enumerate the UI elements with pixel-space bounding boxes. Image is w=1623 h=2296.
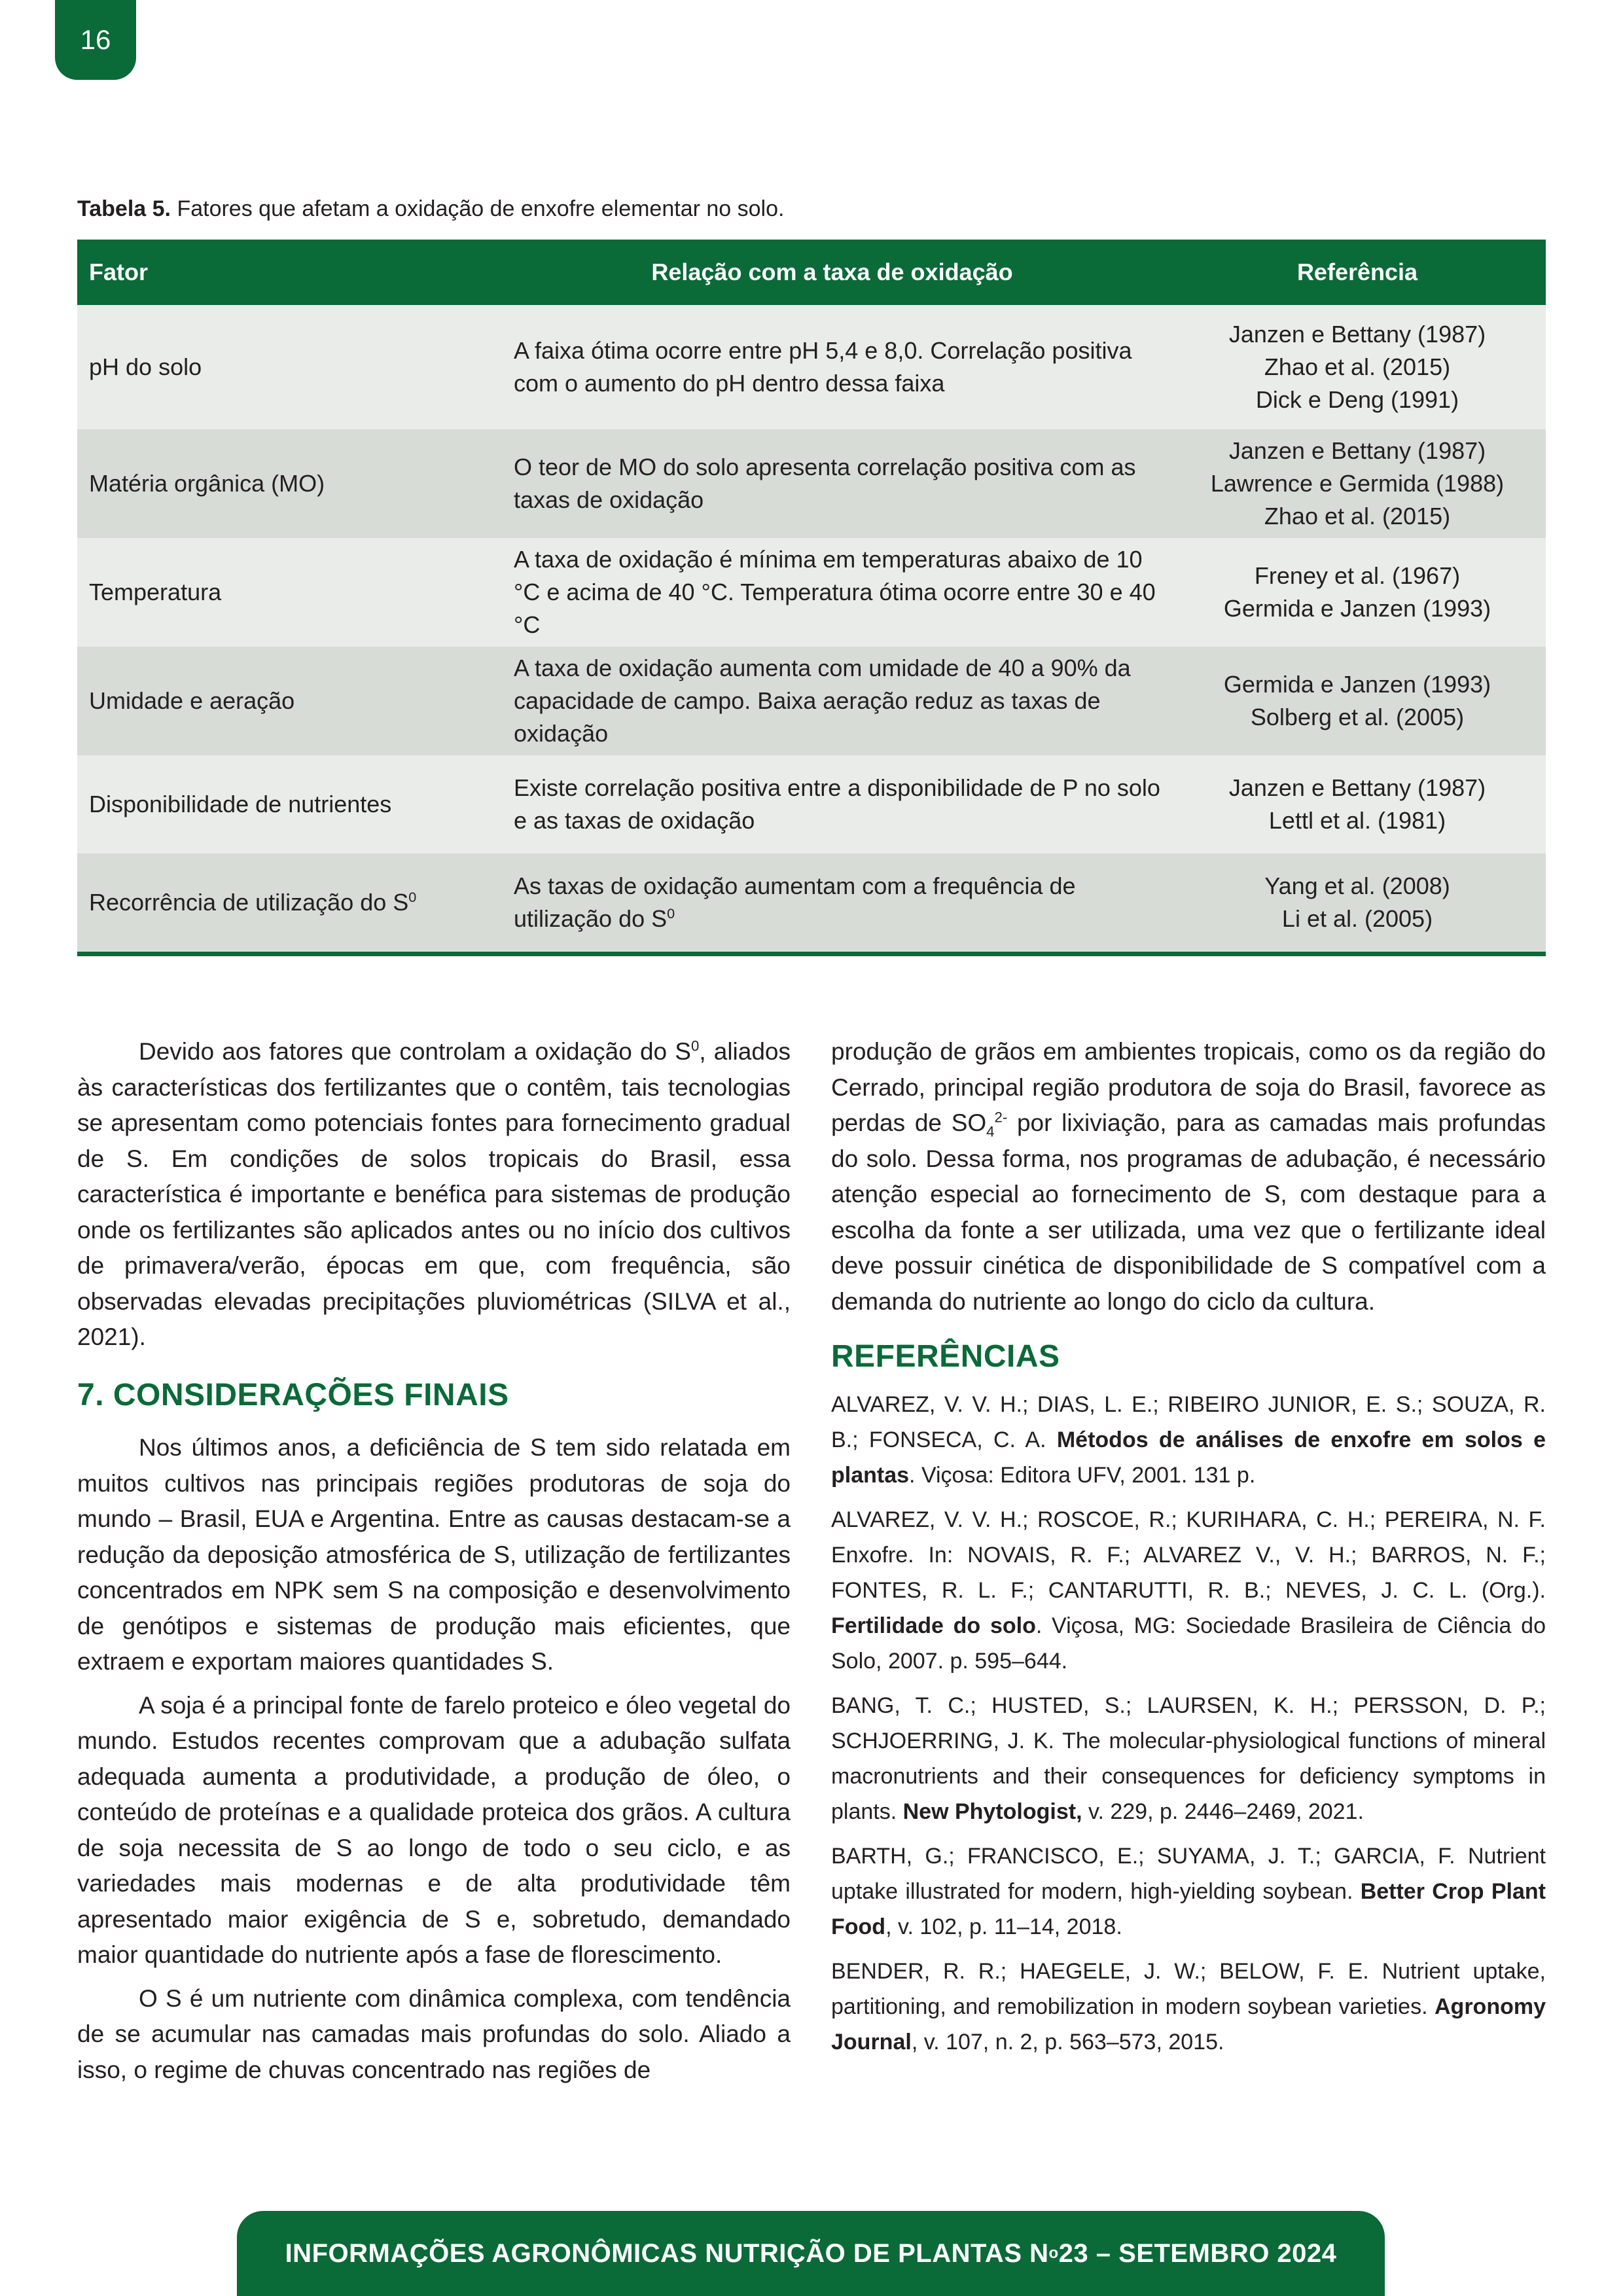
table-row bbox=[77, 755, 1546, 853]
reference-text: ALVAREZ, V. V. H.; ROSCOE, R.; KURIHARA, C. H.; PEREIRA, N. F. Enxofre. In: NOVAIS, R. F.; ALVAREZ V., V. H.; BARROS, N. F.; FONTES, R. L. F.; CANTARUTTI, R. B.; NEVES, J. C. L. (Org.). bbox=[831, 1507, 1546, 1603]
reference-line: Germida e Janzen (1993) bbox=[1223, 671, 1491, 698]
reference-text: , v. 102, p. 11–14, 2018. bbox=[885, 1914, 1122, 1939]
relacao-superscript: 0 bbox=[667, 905, 675, 922]
reference-text: BENDER, R. R.; HAEGELE, J. W.; BELOW, F. E. Nutrient uptake, partitioning, and remobilization in modern soybean varieties. bbox=[831, 1958, 1546, 2019]
left-column bbox=[77, 1034, 791, 2088]
row-referencia bbox=[1169, 755, 1546, 853]
footer-text: 23 – SETEMBRO 2024 bbox=[1058, 2238, 1337, 2268]
row-fator bbox=[77, 853, 495, 952]
superscript: 0 bbox=[690, 1037, 700, 1054]
superscript: 2- bbox=[994, 1109, 1008, 1126]
row-referencia bbox=[1169, 429, 1546, 538]
right-paragraph-1 bbox=[831, 1034, 1546, 1319]
reference-line: Lettl et al. (1981) bbox=[1268, 807, 1446, 834]
reference-line: Lawrence e Germida (1988) bbox=[1210, 470, 1505, 497]
paragraph-text: por lixiviação, para as camadas mais profundas do solo. Dessa forma, nos programas de adubação, é necessário atenção especial ao fornecimento de S, com destaque para a escolha da fonte a ser utilizada, uma vez que o fertilizante ideal deve possuir cinética de disponibilidade de S compatível com a demanda do nutriente ao longo do ciclo da cultura. bbox=[831, 1109, 1546, 1315]
row-referencia bbox=[1169, 538, 1546, 647]
reference-title: Métodos de análises de enxofre em solos e plantas bbox=[831, 1427, 1546, 1488]
table-row bbox=[77, 538, 1546, 647]
reference-line: Germida e Janzen (1993) bbox=[1223, 595, 1491, 622]
row-fator: pH do solo bbox=[77, 305, 495, 429]
left-paragraph-1 bbox=[77, 1034, 791, 1355]
reference-line: Janzen e Bettany (1987) bbox=[1228, 774, 1486, 801]
reference-line: Zhao et al. (2015) bbox=[1264, 503, 1451, 529]
right-column bbox=[831, 1034, 1546, 2069]
oxidation-factors-table bbox=[77, 240, 1546, 952]
reference-text: , v. 107, n. 2, p. 563–573, 2015. bbox=[911, 2029, 1224, 2054]
reference-text: v. 229, p. 2446–2469, 2021. bbox=[1082, 1799, 1364, 1824]
reference-line: Solberg et al. (2005) bbox=[1250, 704, 1465, 730]
table-caption bbox=[77, 196, 784, 222]
paragraph-text: Devido aos fatores que controlam a oxidação do S bbox=[139, 1038, 691, 1065]
subscript: 4 bbox=[986, 1123, 995, 1140]
row-relacao: A faixa ótima ocorre entre pH 5,4 e 8,0. Correlação positiva com o aumento do pH dentro dessa faixa bbox=[495, 305, 1169, 429]
reference-line: Janzen e Bettany (1987) bbox=[1228, 437, 1486, 464]
reference-line: Li et al. (2005) bbox=[1281, 905, 1433, 932]
row-relacao: O teor de MO do solo apresenta correlação positiva com as taxas de oxidação bbox=[495, 429, 1169, 538]
row-referencia bbox=[1169, 853, 1546, 952]
reference-text: ALVAREZ, V. V. H.; DIAS, L. E.; RIBEIRO JUNIOR, E. S.; SOUZA, R. B.; FONSECA, C. A. bbox=[831, 1391, 1546, 1452]
table-caption-text: Fatores que afetam a oxidação de enxofre elementar no solo. bbox=[171, 196, 785, 221]
row-fator: Disponibilidade de nutrientes bbox=[77, 755, 495, 853]
table-header-row bbox=[77, 240, 1546, 305]
reference-title: Fertilidade do solo bbox=[831, 1613, 1036, 1638]
reference-title: Agronomy Journal bbox=[831, 1994, 1546, 2054]
reference-text: . Viçosa: Editora UFV, 2001. 131 p. bbox=[909, 1462, 1256, 1488]
row-fator: Umidade e aeração bbox=[77, 647, 495, 755]
left-paragraph-2: Nos últimos anos, a deficiência de S tem sido relatada em muitos cultivos nas principais regiões produtoras de soja do mundo – Brasil, EUA e Argentina. Entre as causas destacam-se a redução da deposição atmosférica de S, utilização de fertilizantes concentrados em NPK sem S na composição e desenvolvimento de genótipos e sistemas de produção mais eficientes, que extraem e exportam maiores quantidades S. bbox=[77, 1434, 791, 1675]
reference-entry bbox=[831, 1688, 1546, 1829]
reference-text: BANG, T. C.; HUSTED, S.; LAURSEN, K. H.; PERSSON, D. P.; SCHJOERRING, J. K. The molecular-physiological functions of mineral macronutrients and their consequences for deficiency symptoms in plants. bbox=[831, 1693, 1546, 1824]
row-relacao: Existe correlação positiva entre a disponibilidade de P no solo e as taxas de oxidação bbox=[495, 755, 1169, 853]
reference-text: BARTH, G.; FRANCISCO, E.; SUYAMA, J. T.; GARCIA, F. Nutrient uptake illustrated for modern, high-yielding soybean. bbox=[831, 1843, 1546, 1904]
section-heading-referencias: REFERÊNCIAS bbox=[831, 1339, 1060, 1374]
fator-superscript: 0 bbox=[408, 889, 417, 905]
reference-title: Better Crop Plant Food bbox=[831, 1878, 1546, 1939]
reference-line: Yang et al. (2008) bbox=[1264, 872, 1450, 899]
section-heading-consideracoes: 7. CONSIDERAÇÕES FINAIS bbox=[77, 1377, 509, 1412]
reference-entry bbox=[831, 1502, 1546, 1679]
references-list bbox=[831, 1387, 1546, 2060]
row-relacao bbox=[495, 853, 1169, 952]
reference-line: Janzen e Bettany (1987) bbox=[1228, 321, 1486, 348]
table-row bbox=[77, 647, 1546, 755]
row-referencia bbox=[1169, 305, 1546, 429]
page-number: 16 bbox=[55, 0, 136, 80]
reference-line: Freney et al. (1967) bbox=[1254, 562, 1461, 589]
left-paragraph-3: A soja é a principal fonte de farelo proteico e óleo vegetal do mundo. Estudos recentes comprovam que a adubação sulfata adequada aumenta a produtividade, a produção de óleo, o conteúdo de proteínas e a qualidade proteica dos grãos. A cultura de soja necessita de S ao longo de todo o seu ciclo, e as variedades mais modernas e de alta produtividade têm apresentado maior exigência de S e, sobretudo, demandado maior quantidade do nutriente após a fase de florescimento. bbox=[77, 1691, 791, 1968]
row-relacao: A taxa de oxidação é mínima em temperaturas abaixo de 10 °C e acima de 40 °C. Temperatura ótima ocorre entre 30 e 40 °C bbox=[495, 538, 1169, 647]
paragraph-text: , aliados às características dos fertilizantes que o contêm, tais tecnologias se apresentam como potenciais fontes para fornecimento gradual de S. Em condições de solos tropicais do Brasil, essa característica é importante e benéfica para sistemas de produção onde os fertilizantes são aplicados antes ou no início dos cultivos de primavera/verão, épocas em que, com frequência, são observadas elevadas precipitações pluviométricas (SILVA et al., 2021). bbox=[77, 1038, 791, 1350]
reference-entry bbox=[831, 1839, 1546, 1945]
table-bottom-rule bbox=[77, 952, 1546, 956]
fator-text: Recorrência de utilização do S bbox=[89, 889, 409, 916]
footer-text: INFORMAÇÕES AGRONÔMICAS NUTRIÇÃO DE PLANTAS N bbox=[285, 2238, 1049, 2268]
reference-title: New Phytologist, bbox=[902, 1799, 1082, 1824]
reference-text: . Viçosa, MG: Sociedade Brasileira de Ciência do Solo, 2007. p. 595–644. bbox=[831, 1613, 1546, 1674]
header-relacao: Relação com a taxa de oxidação bbox=[495, 240, 1169, 305]
table-row bbox=[77, 305, 1546, 429]
paragraph-text: produção de grãos em ambientes tropicais, como os da região do Cerrado, principal região produtora de soja do Brasil, favorece as perdas de SO bbox=[831, 1038, 1546, 1136]
relacao-text: As taxas de oxidação aumentam com a frequência de utilização do S bbox=[514, 872, 1076, 932]
left-paragraph-4: O S é um nutriente com dinâmica complexa, com tendência de se acumular nas camadas mais profundas do solo. Aliado a isso, o regime de chuvas concentrado nas regiões de bbox=[77, 1984, 791, 2083]
row-fator: Temperatura bbox=[77, 538, 495, 647]
table-row bbox=[77, 429, 1546, 538]
row-relacao: A taxa de oxidação aumenta com umidade de 40 a 90% da capacidade de campo. Baixa aeração reduz as taxas de oxidação bbox=[495, 647, 1169, 755]
table-caption-label: Tabela 5. bbox=[77, 196, 171, 221]
row-referencia bbox=[1169, 647, 1546, 755]
reference-entry bbox=[831, 1387, 1546, 1493]
reference-entry bbox=[831, 1954, 1546, 2060]
publication-footer: INFORMAÇÕES AGRONÔMICAS NUTRIÇÃO DE PLANTAS N o 23 – SETEMBRO 2024 bbox=[237, 2211, 1385, 2296]
table-row bbox=[77, 853, 1546, 952]
row-fator: Matéria orgânica (MO) bbox=[77, 429, 495, 538]
header-fator: Fator bbox=[77, 240, 495, 305]
header-referencia: Referência bbox=[1169, 240, 1546, 305]
reference-line: Dick e Deng (1991) bbox=[1255, 386, 1459, 413]
reference-line: Zhao et al. (2015) bbox=[1264, 353, 1451, 380]
